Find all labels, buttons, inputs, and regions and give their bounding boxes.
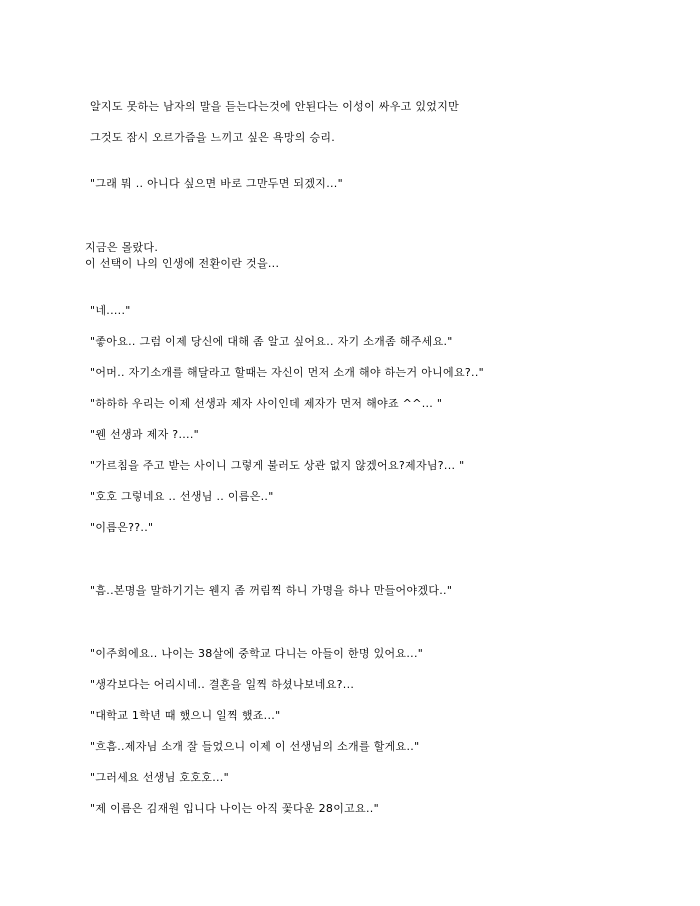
text-line: "하하하 우리는 이제 선생과 제자 사이인데 제자가 먼저 해야죠 ^^... " bbox=[90, 397, 443, 410]
text-line: "웬 선생과 제자 ?...." bbox=[90, 428, 199, 441]
text-line: "이름은??.." bbox=[90, 521, 154, 534]
text-line: 지금은 몰랐다. bbox=[85, 241, 159, 254]
text-line: 알지도 못하는 남자의 말을 듣는다는것에 안된다는 이성이 싸우고 있었지만 bbox=[90, 100, 460, 113]
text-line: "호호 그렇네요 .. 선생님 .. 이름은.." bbox=[90, 490, 274, 503]
text-line: "그러세요 선생님 호호호..." bbox=[90, 771, 229, 784]
text-line: "그래 뭐 .. 아니다 싶으면 바로 그만두면 되겠지..." bbox=[90, 177, 343, 190]
text-line: "가르침을 주고 받는 사이니 그렇게 불러도 상관 없지 않겠어요?제자님?... " bbox=[90, 459, 465, 472]
text-line: "어머.. 자기소개를 해달라고 할때는 자신이 먼저 소개 해야 하는거 아니에요?.." bbox=[90, 366, 484, 379]
text-line: 이 선택이 나의 인생에 전환이란 것을... bbox=[85, 257, 280, 270]
text-line: "좋아요.. 그럼 이제 당신에 대해 좀 알고 싶어요.. 자기 소개좀 해주세요." bbox=[90, 335, 453, 348]
text-line: "흠..본명을 말하기기는 웬지 좀 꺼림찍 하니 가명을 하나 만들어야겠다.." bbox=[90, 584, 453, 597]
text-line: "네....." bbox=[90, 304, 131, 317]
text-line: "이주희에요.. 나이는 38살에 중학교 다니는 아들이 한명 있어요..." bbox=[90, 647, 424, 660]
text-line: 그것도 잠시 오르가즘을 느끼고 싶은 욕망의 승리. bbox=[90, 131, 336, 144]
text-line: "대학교 1학년 때 했으니 일찍 했죠..." bbox=[90, 709, 281, 722]
text-line: "생각보다는 어리시네.. 결혼을 일찍 하셨나보네요?... bbox=[90, 678, 355, 691]
text-line: "제 이름은 김재원 입니다 나이는 아직 꽃다운 28이고요.." bbox=[90, 802, 379, 815]
text-line: "흐흠..제자님 소개 잘 들었으니 이제 이 선생님의 소개를 할게요.." bbox=[90, 740, 420, 753]
